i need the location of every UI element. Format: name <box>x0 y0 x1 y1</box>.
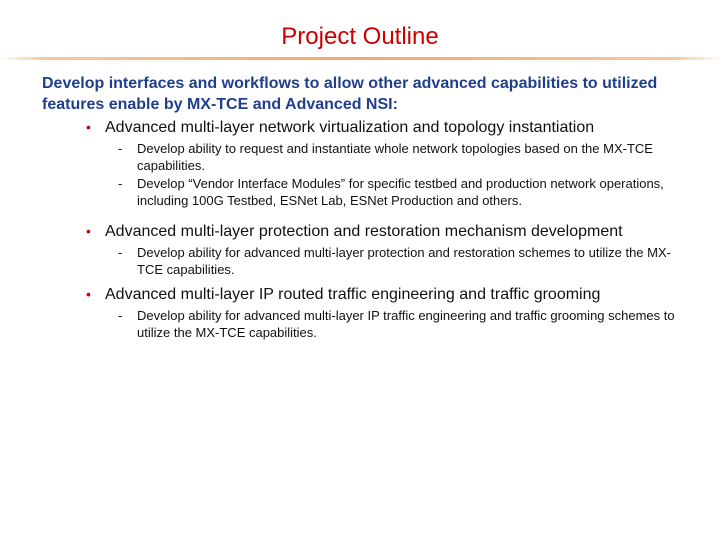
sub-item <box>105 308 692 341</box>
sub-list <box>105 245 692 278</box>
sub-marker: - <box>118 245 123 260</box>
intro-text: Develop interfaces and workflows to allow other advanced capabilities to utilized features enable by MX-TCE and Advanced NSI <box>42 75 658 113</box>
title-divider <box>0 57 720 60</box>
sub-marker: - <box>118 141 123 156</box>
sub-item <box>105 176 692 209</box>
sub-text: Develop “Vendor Interface Modules” for specific testbed and production network operations, including 100G Testbed, ESNet Lab, ESNet Production and others. <box>137 176 664 208</box>
sub-text: Develop ability for advanced multi-layer IP traffic engineering and traffic grooming schemes to utilize the MX-TCE capabilities. <box>137 308 675 340</box>
sub-item <box>105 245 692 278</box>
intro-paragraph <box>42 73 692 115</box>
sub-marker: - <box>118 176 123 191</box>
sub-list <box>105 141 692 209</box>
bullet-text: Advanced multi-layer network virtualization and topology instantiation <box>105 119 595 136</box>
sub-list <box>105 308 692 341</box>
sub-text: Develop ability for advanced multi-layer protection and restoration schemes to utilize the MX-TCE capabilities. <box>137 245 671 277</box>
bullet-marker: • <box>86 223 91 239</box>
slide-content <box>42 73 692 343</box>
sub-text: Develop ability to request and instantiate whole network topologies based on the MX-TCE capabilities. <box>137 141 653 173</box>
slide-title: Project Outline <box>281 23 439 50</box>
bullet-item <box>42 284 692 341</box>
bullet-marker: • <box>86 286 91 302</box>
sub-item <box>105 141 692 174</box>
bullet-text: Advanced multi-layer protection and restoration mechanism development <box>105 223 623 240</box>
bullet-marker: • <box>86 119 91 135</box>
bullet-list <box>42 117 692 341</box>
intro-colon: : <box>392 96 398 113</box>
bullet-item <box>42 221 692 278</box>
bullet-item <box>42 117 692 209</box>
sub-marker: - <box>118 308 123 323</box>
bullet-text: Advanced multi-layer IP routed traffic engineering and traffic grooming <box>105 286 601 303</box>
